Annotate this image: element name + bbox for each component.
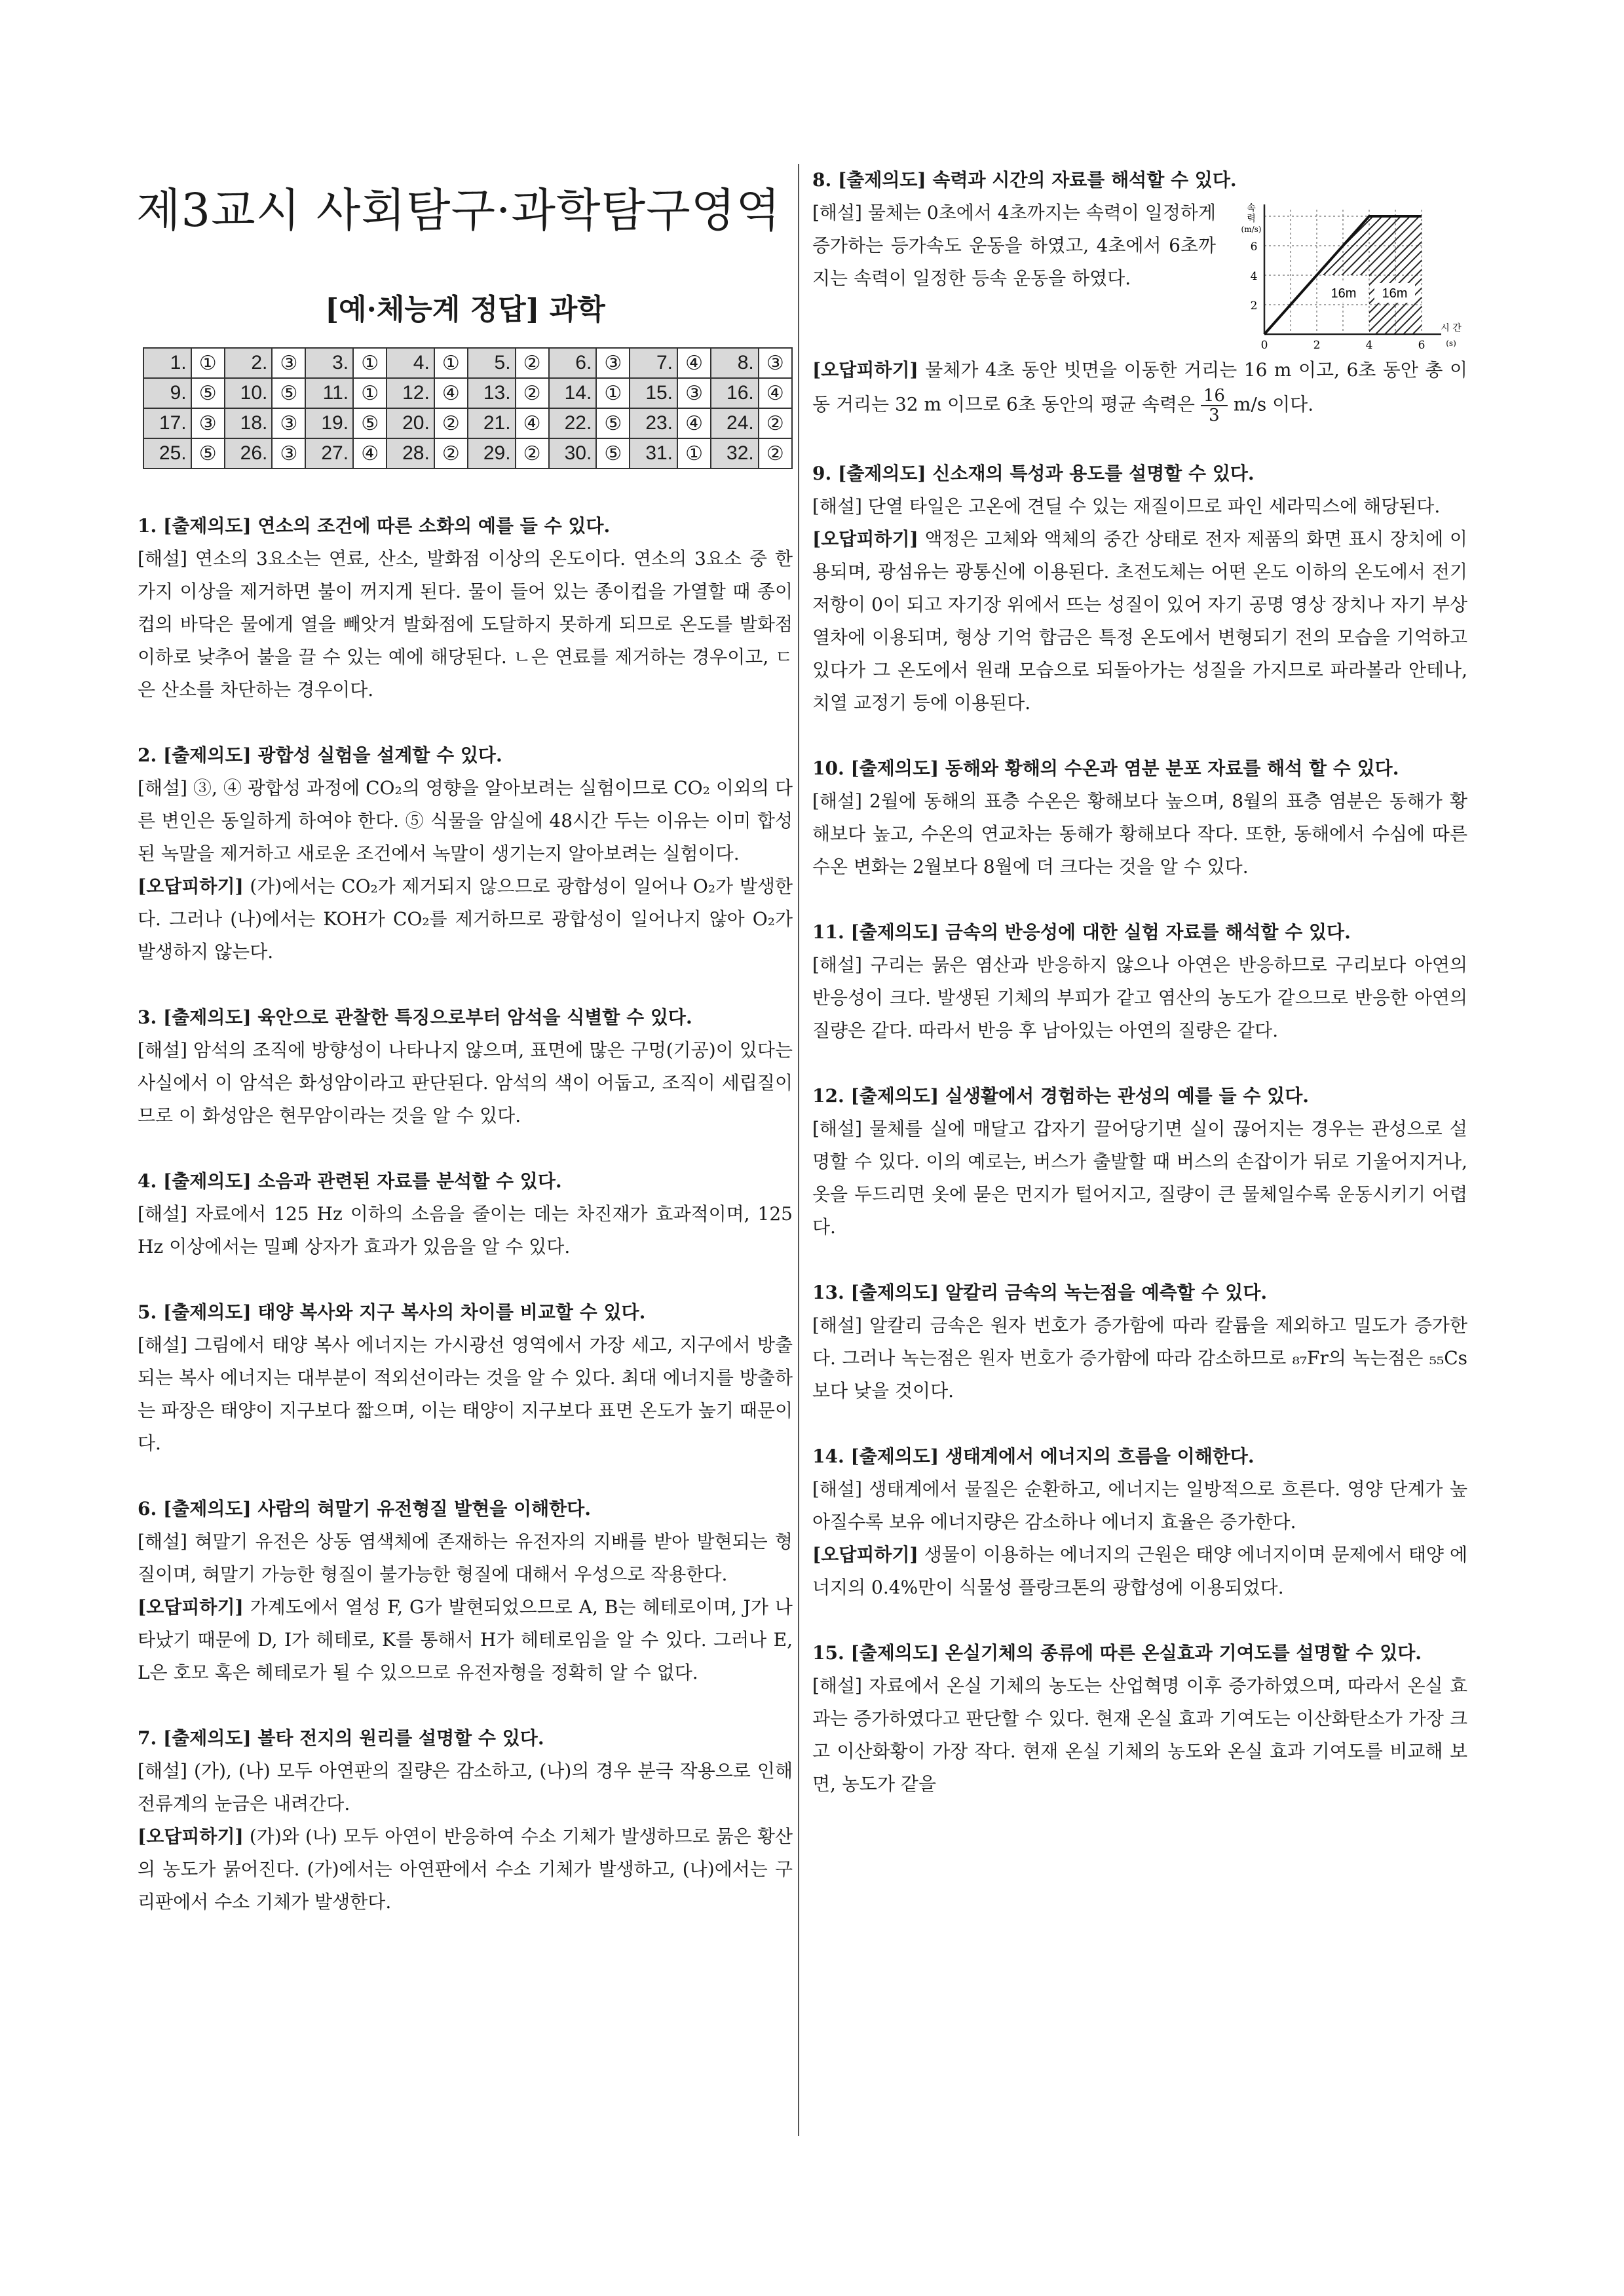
section-body: [해설] ③, ④ 광합성 과정에 CO₂의 영향을 알아보려는 실험이므로 CO₂ 이외의 다른 변인은 동일하게 하여야 한다. ⑤ 식물을 암실에 48시간 두는 이유는 이미 합성된 녹말을 제거하고 새로운 조건에서 녹말이 생기는지 알아보려는 실험이다. [138,777,793,864]
section-body: [해설] 연소의 3요소는 연료, 산소, 발화점 이상의 온도이다. 연소의 3요소 중 한 가지 이상을 제거하면 불이 꺼지게 된다. 물이 들어 있는 종이컵을 가열할 때 종이컵의 바닥은 물에게 열을 빼앗겨 발화점에 도달하지 못하게 되므로 온도를 발화점 이하로 낮추어 불을 끌 수 있는 예에 해당된다. ㄴ은 연료를 제거하는 경우이고, ㄷ은 산소를 차단하는 경우이다. [138,548,793,700]
answer-value: ④ [677,348,711,378]
avoid-text: 생물이 이용하는 에너지의 근원은 태양 에너지이며 문제에서 태양 에너지의 0.4%만이 식물성 플랑크톤의 광합성에 이용되었다. [812,1544,1467,1598]
section-13 [812,1276,1467,1407]
question-number: 19. [305,408,353,438]
avoid-label: [오답피하기] [138,1826,244,1847]
answer-value: ① [434,348,468,378]
section-9 [812,457,1467,719]
question-number: 2. [225,348,273,378]
section-body: [해설] 그림에서 태양 복사 에너지는 가시광선 영역에서 가장 세고, 지구에서 방출되는 복사 에너지는 대부분이 적외선이라는 것을 알 수 있다. 최대 에너지를 방출하는 파장은 태양이 지구보다 짧으며, 이는 태양이 지구보다 표면 온도가 높기 때문이다. [138,1334,793,1454]
section-8 [812,164,1467,425]
section-title: 15. [출제의도] 온실기체의 종류에 따른 온실효과 기여도를 설명할 수 있다. [812,1642,1422,1664]
question-number: 6. [549,348,597,378]
answer-value: ② [759,408,792,438]
answer-value: ① [191,348,225,378]
answer-value: ② [516,348,549,378]
y-tick-2: 2 [1250,299,1258,313]
answer-row [143,408,792,438]
question-number: 23. [630,408,677,438]
question-number: 32. [711,438,759,469]
question-number: 16. [711,378,759,408]
section-title: 8. [출제의도] 속력과 시간의 자료를 해석할 수 있다. [812,169,1237,191]
question-number: 24. [711,408,759,438]
section-15 [812,1637,1467,1801]
section-title: 1. [출제의도] 연소의 조건에 따른 소화의 예를 들 수 있다. [138,515,611,537]
question-number: 14. [549,378,597,408]
question-number: 7. [630,348,677,378]
question-number: 20. [387,408,434,438]
left-column [138,157,793,1919]
avoid-text: (가)에서는 CO₂가 제거되지 않으므로 광합성이 일어나 O₂가 발생한다. 그러나 (나)에서는 KOH가 CO₂를 제거하므로 광합성이 일어나지 않아 O₂가 발생하지 않는다. [138,875,793,963]
section-body: [해설] (가), (나) 모두 아연판의 질량은 감소하고, (나)의 경우 분극 작용으로 인해 전류계의 눈금은 내려간다. [138,1760,793,1814]
area-label-1: 16m [1331,286,1357,301]
section-10 [812,752,1467,883]
answer-table [143,347,793,469]
section-avoid [812,1539,1467,1604]
answer-value: ② [434,438,468,469]
answer-value: ④ [516,408,549,438]
question-number: 11. [305,378,353,408]
avoid-text: (가)와 (나) 모두 아연이 반응하여 수소 기체가 발생하므로 묽은 황산의 농도가 묽어진다. (가)에서는 아연판에서 수소 기체가 발생하고, (나)에서는 구리판에서 수소 기체가 발생한다. [138,1826,793,1913]
question-number: 30. [549,438,597,469]
answer-row [143,348,792,378]
answer-value: ④ [677,408,711,438]
question-number: 15. [630,378,677,408]
section-title: 14. [출제의도] 생태계에서 에너지의 흐름을 이해한다. [812,1445,1255,1467]
question-number: 28. [387,438,434,469]
answer-value: ⑤ [596,408,630,438]
section-3 [138,1001,793,1132]
section-avoid [812,354,1467,425]
section-avoid [138,1591,793,1689]
section-title: 11. [출제의도] 금속의 반응성에 대한 실험 자료를 해석할 수 있다. [812,921,1351,943]
question-number: 10. [225,378,273,408]
section-body: [해설] 구리는 묽은 염산과 반응하지 않으나 아연은 반응하므로 구리보다 아연의 반응성이 크다. 발생된 기체의 부피가 같고 염산의 농도가 같으므로 반응한 아연의 질량은 같다. 따라서 반응 후 남아있는 아연의 질량은 같다. [812,954,1467,1041]
fraction-denominator: 3 [1209,406,1220,425]
answer-value: ⑤ [191,438,225,469]
question-number: 1. [143,348,191,378]
section-avoid [138,870,793,968]
answer-value: ① [353,348,387,378]
answer-value: ③ [272,438,305,469]
section-7 [138,1722,793,1919]
answer-value: ② [759,438,792,469]
section-title: 5. [출제의도] 태양 복사와 지구 복사의 차이를 비교할 수 있다. [138,1301,646,1323]
x-label: 시 간 [1441,323,1462,334]
section-body: [해설] 물체는 0초에서 4초까지는 속력이 일정하게 증가하는 등가속도 운동을 하였고, 4초에서 6초까지는 속력이 일정한 등속 운동을 하였다. [812,202,1216,289]
answer-value: ② [434,408,468,438]
x-tick-2: 2 [1313,339,1321,352]
section-title: 4. [출제의도] 소음과 관련된 자료를 분석할 수 있다. [138,1170,562,1192]
question-number: 9. [143,378,191,408]
avoid-label: [오답피하기] [812,528,918,550]
answer-row [143,438,792,469]
question-number: 25. [143,438,191,469]
section-title: 6. [출제의도] 사람의 혀말기 유전형질 발현을 이해한다. [138,1498,591,1520]
answer-value: ⑤ [272,378,305,408]
question-number: 21. [468,408,516,438]
question-number: 22. [549,408,597,438]
section-body: [해설] 생태계에서 물질은 순환하고, 에너지는 일방적으로 흐른다. 영양 단계가 높아질수록 보유 에너지량은 감소하나 에너지 효율은 증가한다. [812,1478,1467,1533]
answer-value: ④ [434,378,468,408]
section-avoid [812,523,1467,719]
answer-value: ③ [191,408,225,438]
answer-value: ① [596,378,630,408]
page-subtitle: [예·체능계 정답] 과학 [325,293,605,326]
question-number: 17. [143,408,191,438]
avoid-label: [오답피하기] [138,875,244,897]
x-tick-0: 0 [1260,339,1268,352]
section-title: 7. [출제의도] 볼타 전지의 원리를 설명할 수 있다. [138,1727,544,1749]
answer-value: ③ [272,408,305,438]
section-11 [812,916,1467,1047]
section-body: [해설] 자료에서 온실 기체의 농도는 산업혁명 이후 증가하였으며, 따라서 온실 효과는 증가하였다고 판단할 수 있다. 현재 온실 효과 기여도는 이산화탄소가 가장 크고 이산화황이 가장 작다. 현재 온실 기체의 농도와 온실 효과 기여도를 비교해 보면, 농도가 같을 [812,1675,1467,1795]
section-body: [해설] 물체를 실에 매달고 갑자기 끌어당기면 실이 끊어지는 경우는 관성으로 설명할 수 있다. 이의 예로는, 버스가 출발할 때 버스의 손잡이가 뒤로 기울어지거나, 옷을 두드리면 옷에 묻은 먼지가 털어지고, 질량이 큰 물체일수록 운동시키기 어렵다. [812,1118,1467,1238]
answer-value: ④ [759,378,792,408]
column-divider [798,164,799,2136]
y-label-1: 속 [1247,203,1256,214]
fraction-numerator: 16 [1201,387,1228,406]
section-2 [138,739,793,968]
x-tick-6: 6 [1418,339,1426,352]
avoid-text-end: m/s 이다. [1227,393,1314,415]
section-title: 3. [출제의도] 육안으로 관찰한 특징으로부터 암석을 식별할 수 있다. [138,1006,692,1028]
y-unit: (m/s) [1241,225,1262,234]
question-number: 27. [305,438,353,469]
question-number: 29. [468,438,516,469]
fraction [1201,387,1228,425]
section-title: 13. [출제의도] 알칼리 금속의 녹는점을 예측할 수 있다. [812,1282,1268,1303]
graph-area-2 [1369,216,1422,334]
avoid-label: [오답피하기] [812,1544,918,1565]
speed-time-graph [1225,197,1467,354]
section-12 [812,1080,1467,1244]
answer-value: ③ [759,348,792,378]
answer-value: ② [516,378,549,408]
answer-value: ⑤ [596,438,630,469]
x-tick-4: 4 [1365,339,1373,352]
page-title: 제3교시 사회탐구·과학탐구영역 [136,183,782,237]
avoid-label: [오답피하기] [812,359,918,381]
answer-value: ③ [677,378,711,408]
answer-row [143,378,792,408]
area-label-2: 16m [1382,286,1408,301]
section-body: [해설] 암석의 조직에 방향성이 나타나지 않으며, 표면에 많은 구멍(기공)이 있다는 사실에서 이 암석은 화성암이라고 판단된다. 암석의 색이 어둡고, 조직이 세립질이므로 이 화성암은 현무암이라는 것을 알 수 있다. [138,1039,793,1126]
y-tick-4: 4 [1250,270,1258,283]
section-5 [138,1296,793,1460]
question-number: 13. [468,378,516,408]
y-tick-6: 6 [1250,240,1258,254]
answer-value: ① [677,438,711,469]
section-avoid [138,1820,793,1919]
question-number: 31. [630,438,677,469]
question-number: 26. [225,438,273,469]
section-title: 12. [출제의도] 실생활에서 경험하는 관성의 예를 들 수 있다. [812,1085,1309,1107]
avoid-label: [오답피하기] [138,1596,244,1618]
avoid-text: 가계도에서 열성 F, G가 발현되었으므로 A, B는 헤테로이며, J가 나타났기 때문에 D, I가 헤테로, K를 통해서 H가 헤테로임을 알 수 있다. 그러나 E, L은 호모 혹은 헤테로가 될 수 있으므로 유전자형을 정확히 알 수 없다. [138,1596,793,1683]
answer-value: ③ [596,348,630,378]
answer-value: ① [353,378,387,408]
right-column [812,164,1467,1801]
section-body: [해설] 알칼리 금속은 원자 번호가 증가함에 따라 칼륨을 제외하고 밀도가 증가한다. 그러나 녹는점은 원자 번호가 증가함에 따라 감소하므로 ₈₇Fr의 녹는점은 ₅₅Cs보다 낮을 것이다. [812,1314,1467,1402]
question-number: 5. [468,348,516,378]
section-body: [해설] 단열 타일은 고온에 견딜 수 있는 재질이므로 파인 세라믹스에 해당된다. [812,495,1441,517]
answer-value: ⑤ [191,378,225,408]
section-title: 9. [출제의도] 신소재의 특성과 용도를 설명할 수 있다. [812,463,1255,484]
x-unit: (s) [1446,339,1456,348]
answer-value: ④ [353,438,387,469]
avoid-text: 물체가 4초 동안 빗면을 이동한 거리는 16 m 이고, 6초 동안 총 이동 거리는 32 m 이므로 6초 동안의 평균 속력은 [812,359,1467,415]
answer-value: ② [516,438,549,469]
question-number: 8. [711,348,759,378]
section-1 [138,510,793,706]
question-number: 3. [305,348,353,378]
answer-value: ⑤ [353,408,387,438]
section-title: 10. [출제의도] 동해와 황해의 수온과 염분 분포 자료를 해석 할 수 있다. [812,757,1399,779]
question-number: 18. [225,408,273,438]
question-number: 4. [387,348,434,378]
section-body: [해설] 자료에서 125 Hz 이하의 소음을 줄이는 데는 차진재가 효과적이며, 125 Hz 이상에서는 밀폐 상자가 효과가 있음을 알 수 있다. [138,1203,793,1257]
section-body: [해설] 2월에 동해의 표층 수온은 황해보다 높으며, 8월의 표층 염분은 동해가 황해보다 높고, 수온의 연교차는 동해가 황해보다 작다. 또한, 동해에서 수심에 따른 수온 변화는 2월보다 8월에 더 크다는 것을 알 수 있다. [812,790,1467,877]
question-number: 12. [387,378,434,408]
section-6 [138,1493,793,1689]
section-14 [812,1440,1467,1604]
answer-value: ③ [272,348,305,378]
y-label-2: 력 [1247,214,1256,224]
section-title: 2. [출제의도] 광합성 실험을 설계할 수 있다. [138,744,502,766]
avoid-text: 액정은 고체와 액체의 중간 상태로 전자 제품의 화면 표시 장치에 이용되며, 광섬유는 광통신에 이용된다. 초전도체는 어떤 온도 이하의 온도에서 전기 저항이 0이 되고 자기장 위에서 뜨는 성질이 있어 자기 공명 영상 장치나 자기 부상 열차에 이용되며, 형상 기억 합금은 특정 온도에서 변형되기 전의 모습을 기억하고 있다가 그 온도에서 원래 모습으로 되돌아가는 성질을 가지므로 파라볼라 안테나, 치열 교정기 등에 이용된다. [812,528,1467,714]
section-4 [138,1165,793,1263]
section-body: [해설] 혀말기 유전은 상동 염색체에 존재하는 유전자의 지배를 받아 발현되는 형질이며, 혀말기 가능한 형질이 불가능한 형질에 대해서 우성으로 작용한다. [138,1531,793,1585]
